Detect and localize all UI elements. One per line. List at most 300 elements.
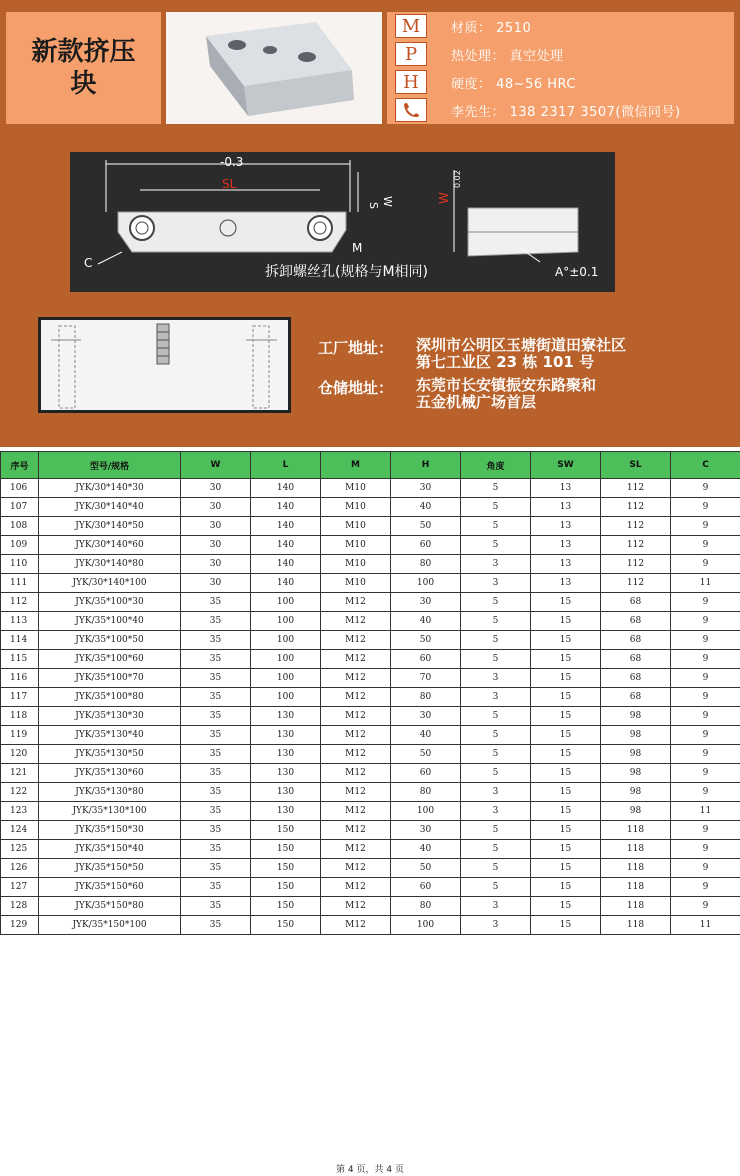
product-title: 新款挤压块: [31, 37, 136, 99]
table-cell: 5: [461, 745, 531, 764]
table-cell: 35: [181, 821, 251, 840]
table-cell: M10: [321, 517, 391, 536]
table-cell: JYK/30*140*50: [39, 517, 181, 536]
table-cell: 3: [461, 897, 531, 916]
page-footer: 第 4 页，共 4 页: [336, 1165, 404, 1175]
table-cell: M12: [321, 859, 391, 878]
table-cell: 60: [391, 650, 461, 669]
table-row: [1, 593, 740, 612]
table-cell: JYK/35*130*60: [39, 764, 181, 783]
spec-material-text: 材质： 2510: [451, 20, 532, 36]
table-cell: 15: [531, 593, 601, 612]
table-cell: M12: [321, 631, 391, 650]
storage-address: [318, 377, 626, 411]
spec-hardness: [395, 70, 576, 94]
table-cell: 111: [1, 574, 39, 593]
table-cell: 13: [531, 479, 601, 498]
table-cell: 126: [1, 859, 39, 878]
table-cell: 9: [671, 650, 740, 669]
table-cell: 140: [251, 555, 321, 574]
table-cell: 140: [251, 498, 321, 517]
table-cell: 35: [181, 688, 251, 707]
table-cell: JYK/30*140*30: [39, 479, 181, 498]
header-c: C: [671, 452, 740, 479]
table-cell: 5: [461, 821, 531, 840]
table-cell: 107: [1, 498, 39, 517]
table-cell: 9: [671, 859, 740, 878]
table-cell: 68: [601, 631, 671, 650]
table-cell: 40: [391, 612, 461, 631]
table-row: [1, 479, 740, 498]
table-row: [1, 916, 740, 935]
table-cell: 68: [601, 669, 671, 688]
table-cell: 100: [251, 593, 321, 612]
table-row: [1, 688, 740, 707]
table-row: [1, 821, 740, 840]
table-cell: 15: [531, 897, 601, 916]
table-cell: 112: [601, 536, 671, 555]
table-cell: M12: [321, 802, 391, 821]
table-cell: 98: [601, 764, 671, 783]
table-cell: 9: [671, 593, 740, 612]
table-cell: JYK/35*150*100: [39, 916, 181, 935]
table-cell: 35: [181, 669, 251, 688]
table-cell: 15: [531, 764, 601, 783]
table-cell: 115: [1, 650, 39, 669]
table-cell: M12: [321, 783, 391, 802]
table-cell: M12: [321, 669, 391, 688]
table-cell: 129: [1, 916, 39, 935]
table-cell: 112: [601, 574, 671, 593]
table-row: [1, 897, 740, 916]
table-cell: 130: [251, 726, 321, 745]
dim-s-label: S: [367, 202, 380, 209]
table-cell: JYK/30*140*40: [39, 498, 181, 517]
dim-c-label: C: [84, 256, 93, 270]
table-cell: 123: [1, 802, 39, 821]
table-cell: 35: [181, 631, 251, 650]
table-cell: 118: [601, 859, 671, 878]
header-h: H: [391, 452, 461, 479]
table-cell: M12: [321, 726, 391, 745]
table-cell: 15: [531, 745, 601, 764]
table-cell: JYK/35*100*30: [39, 593, 181, 612]
table-row: [1, 517, 740, 536]
header-w: W: [181, 452, 251, 479]
table-row: [1, 536, 740, 555]
header-sl: SL: [601, 452, 671, 479]
table-cell: M12: [321, 707, 391, 726]
table-cell: M12: [321, 688, 391, 707]
table-cell: 119: [1, 726, 39, 745]
table-row: [1, 726, 740, 745]
table-cell: 80: [391, 555, 461, 574]
table-cell: 35: [181, 593, 251, 612]
table-cell: 35: [181, 612, 251, 631]
table-cell: 5: [461, 859, 531, 878]
table-cell: 9: [671, 821, 740, 840]
table-cell: 15: [531, 821, 601, 840]
table-cell: 35: [181, 878, 251, 897]
table-cell: 150: [251, 878, 321, 897]
table-cell: M12: [321, 612, 391, 631]
dim-w-label: W: [381, 196, 394, 207]
table-cell: 9: [671, 764, 740, 783]
table-cell: 109: [1, 536, 39, 555]
table-cell: 150: [251, 897, 321, 916]
table-cell: 112: [601, 517, 671, 536]
table-cell: M10: [321, 498, 391, 517]
table-cell: 100: [251, 669, 321, 688]
spec-material: [395, 14, 531, 38]
table-cell: 80: [391, 783, 461, 802]
table-cell: 100: [391, 802, 461, 821]
table-cell: JYK/35*100*40: [39, 612, 181, 631]
pressure-block-illustration: [166, 12, 382, 124]
table-cell: 118: [601, 897, 671, 916]
table-cell: 15: [531, 916, 601, 935]
table-row: [1, 859, 740, 878]
table-cell: M10: [321, 479, 391, 498]
h-letter-icon: H: [395, 70, 427, 94]
table-cell: 15: [531, 650, 601, 669]
table-cell: 30: [391, 479, 461, 498]
table-cell: 68: [601, 612, 671, 631]
factory-label: 工厂地址：: [318, 339, 394, 357]
table-cell: 5: [461, 764, 531, 783]
table-cell: 128: [1, 897, 39, 916]
table-cell: 100: [251, 650, 321, 669]
table-cell: 124: [1, 821, 39, 840]
table-cell: 35: [181, 916, 251, 935]
table-cell: 112: [1, 593, 39, 612]
table-cell: 68: [601, 650, 671, 669]
table-cell: 15: [531, 859, 601, 878]
table-cell: 98: [601, 726, 671, 745]
table-cell: JYK/35*100*80: [39, 688, 181, 707]
table-cell: 100: [251, 688, 321, 707]
table-cell: 112: [601, 479, 671, 498]
table-cell: M12: [321, 593, 391, 612]
table-cell: 130: [251, 764, 321, 783]
table-cell: 30: [181, 536, 251, 555]
table-cell: 112: [601, 498, 671, 517]
table-cell: 9: [671, 707, 740, 726]
table-cell: 110: [1, 555, 39, 574]
table-cell: 130: [251, 707, 321, 726]
table-cell: 5: [461, 517, 531, 536]
factory-address: [318, 337, 626, 371]
storage-label: 仓储地址：: [318, 379, 394, 397]
table-cell: 121: [1, 764, 39, 783]
table-cell: 5: [461, 726, 531, 745]
table-cell: 140: [251, 479, 321, 498]
table-cell: 3: [461, 802, 531, 821]
dim-w2-label: W: [437, 192, 451, 204]
table-cell: 150: [251, 840, 321, 859]
table-cell: JYK/35*100*70: [39, 669, 181, 688]
spec-contact: [395, 98, 681, 122]
table-cell: 3: [461, 688, 531, 707]
table-row: [1, 650, 740, 669]
table-cell: 98: [601, 783, 671, 802]
table-cell: 70: [391, 669, 461, 688]
factory-line1: 深圳市公明区玉塘街道田寮社区: [416, 336, 627, 354]
table-cell: 5: [461, 631, 531, 650]
table-cell: 150: [251, 916, 321, 935]
table-cell: 5: [461, 536, 531, 555]
phone-icon: [395, 98, 427, 122]
header-sw: SW: [531, 452, 601, 479]
table-cell: 35: [181, 745, 251, 764]
p-letter-icon: P: [395, 42, 427, 66]
table-cell: 15: [531, 878, 601, 897]
table-cell: 30: [181, 517, 251, 536]
product-banner: [0, 0, 740, 447]
table-cell: 150: [251, 859, 321, 878]
table-cell: 5: [461, 593, 531, 612]
table-cell: 30: [181, 479, 251, 498]
spec-hardness-text: 硬度： 48~56 HRC: [451, 76, 576, 92]
spec-heat: [395, 42, 564, 66]
table-cell: 60: [391, 536, 461, 555]
table-cell: 9: [671, 726, 740, 745]
table-cell: 40: [391, 498, 461, 517]
table-cell: 3: [461, 574, 531, 593]
table-cell: M10: [321, 555, 391, 574]
table-cell: 108: [1, 517, 39, 536]
table-cell: JYK/35*130*100: [39, 802, 181, 821]
table-cell: 100: [391, 574, 461, 593]
header-angle: 角度: [461, 452, 531, 479]
table-cell: 35: [181, 650, 251, 669]
table-cell: 5: [461, 650, 531, 669]
table-cell: 40: [391, 726, 461, 745]
table-cell: 3: [461, 555, 531, 574]
table-cell: 140: [251, 574, 321, 593]
table-cell: 5: [461, 878, 531, 897]
table-cell: JYK/35*130*30: [39, 707, 181, 726]
table-cell: 125: [1, 840, 39, 859]
storage-line1: 东莞市长安镇振安东路聚和: [416, 376, 597, 394]
table-cell: 35: [181, 783, 251, 802]
table-cell: 98: [601, 707, 671, 726]
factory-line2: 第七工业区 23 栋 101 号: [416, 353, 595, 371]
dim-w2-tolerance: 0.02: [453, 170, 462, 188]
table-cell: 5: [461, 840, 531, 859]
title-box: [6, 12, 161, 124]
table-cell: 13: [531, 555, 601, 574]
table-cell: 9: [671, 840, 740, 859]
table-cell: 11: [671, 916, 740, 935]
table-cell: M12: [321, 878, 391, 897]
table-cell: 3: [461, 783, 531, 802]
table-cell: JYK/30*140*60: [39, 536, 181, 555]
table-cell: 3: [461, 916, 531, 935]
storage-line2: 五金机械广场首层: [416, 393, 537, 411]
table-row: [1, 631, 740, 650]
table-cell: 50: [391, 517, 461, 536]
table-cell: 98: [601, 745, 671, 764]
table-cell: 9: [671, 669, 740, 688]
table-cell: 30: [181, 574, 251, 593]
table-cell: 150: [251, 821, 321, 840]
angle-label: A°±0.1: [555, 265, 599, 279]
table-cell: 35: [181, 897, 251, 916]
table-cell: 106: [1, 479, 39, 498]
table-cell: JYK/35*130*80: [39, 783, 181, 802]
table-cell: 118: [601, 821, 671, 840]
table-cell: JYK/35*100*50: [39, 631, 181, 650]
spec-table: [0, 451, 740, 935]
table-cell: 130: [251, 745, 321, 764]
table-cell: 9: [671, 631, 740, 650]
table-cell: 15: [531, 707, 601, 726]
spec-box: [387, 12, 734, 124]
table-cell: 112: [601, 555, 671, 574]
table-cell: 30: [391, 821, 461, 840]
table-cell: 116: [1, 669, 39, 688]
table-cell: 100: [391, 916, 461, 935]
table-cell: JYK/35*130*40: [39, 726, 181, 745]
table-cell: 15: [531, 612, 601, 631]
table-cell: JYK/35*150*50: [39, 859, 181, 878]
table-cell: 35: [181, 802, 251, 821]
table-cell: 120: [1, 745, 39, 764]
table-cell: M12: [321, 764, 391, 783]
table-cell: 15: [531, 688, 601, 707]
table-cell: 9: [671, 612, 740, 631]
table-cell: JYK/30*140*80: [39, 555, 181, 574]
table-cell: 5: [461, 479, 531, 498]
table-cell: 118: [601, 840, 671, 859]
diagram-caption: 拆卸螺丝孔(规格与M相同): [265, 264, 429, 280]
table-cell: 140: [251, 536, 321, 555]
table-cell: 118: [1, 707, 39, 726]
table-row: [1, 707, 740, 726]
table-row: [1, 574, 740, 593]
table-cell: 118: [601, 916, 671, 935]
table-cell: M12: [321, 650, 391, 669]
table-cell: 113: [1, 612, 39, 631]
table-cell: 35: [181, 859, 251, 878]
table-cell: M12: [321, 840, 391, 859]
table-cell: 35: [181, 726, 251, 745]
header-l: L: [251, 452, 321, 479]
table-cell: 30: [391, 593, 461, 612]
table-cell: 5: [461, 498, 531, 517]
table-row: [1, 840, 740, 859]
table-cell: 15: [531, 783, 601, 802]
table-cell: 30: [181, 555, 251, 574]
table-row: [1, 669, 740, 688]
dimension-diagram: [70, 152, 615, 292]
table-row: [1, 802, 740, 821]
table-cell: 9: [671, 688, 740, 707]
table-cell: M12: [321, 821, 391, 840]
table-cell: JYK/35*150*80: [39, 897, 181, 916]
table-cell: 13: [531, 517, 601, 536]
table-cell: 15: [531, 669, 601, 688]
table-cell: M12: [321, 745, 391, 764]
table-row: [1, 745, 740, 764]
table-cell: 35: [181, 764, 251, 783]
table-cell: M12: [321, 897, 391, 916]
table-cell: 9: [671, 878, 740, 897]
table-cell: JYK/35*100*60: [39, 650, 181, 669]
table-cell: 15: [531, 631, 601, 650]
table-cell: JYK/30*140*100: [39, 574, 181, 593]
table-cell: 114: [1, 631, 39, 650]
header-model: 型号/规格: [39, 452, 181, 479]
header-index: 序号: [1, 452, 39, 479]
table-cell: M12: [321, 916, 391, 935]
table-row: [1, 783, 740, 802]
table-row: [1, 612, 740, 631]
table-cell: 9: [671, 517, 740, 536]
table-cell: 50: [391, 859, 461, 878]
table-row: [1, 555, 740, 574]
table-cell: 40: [391, 840, 461, 859]
table-cell: 100: [251, 631, 321, 650]
table-row: [1, 498, 740, 517]
table-cell: M10: [321, 574, 391, 593]
table-cell: 3: [461, 669, 531, 688]
table-cell: JYK/35*150*40: [39, 840, 181, 859]
table-cell: 50: [391, 745, 461, 764]
table-cell: 130: [251, 783, 321, 802]
table-cell: 127: [1, 878, 39, 897]
table-cell: 15: [531, 802, 601, 821]
table-cell: JYK/35*130*50: [39, 745, 181, 764]
table-cell: 15: [531, 840, 601, 859]
product-image: [166, 12, 382, 124]
table-cell: 60: [391, 764, 461, 783]
table-cell: 9: [671, 783, 740, 802]
table-cell: 68: [601, 688, 671, 707]
table-cell: 35: [181, 840, 251, 859]
section-diagram: [38, 317, 291, 413]
table-cell: 13: [531, 536, 601, 555]
table-cell: 11: [671, 574, 740, 593]
table-row: [1, 878, 740, 897]
table-cell: 122: [1, 783, 39, 802]
table-cell: 140: [251, 517, 321, 536]
table-cell: 15: [531, 726, 601, 745]
table-cell: 5: [461, 707, 531, 726]
table-cell: 13: [531, 498, 601, 517]
table-cell: 30: [391, 707, 461, 726]
dim-top-label: -0.3: [220, 155, 244, 169]
table-cell: 9: [671, 555, 740, 574]
table-body: [1, 479, 740, 935]
address-block: [318, 337, 626, 417]
table-cell: 98: [601, 802, 671, 821]
header-m: M: [321, 452, 391, 479]
table-row: [1, 764, 740, 783]
table-cell: 9: [671, 536, 740, 555]
table-cell: JYK/35*150*30: [39, 821, 181, 840]
table-cell: JYK/35*150*60: [39, 878, 181, 897]
table-header-row: [1, 452, 740, 479]
table-cell: 9: [671, 897, 740, 916]
table-cell: M10: [321, 536, 391, 555]
table-cell: 30: [181, 498, 251, 517]
table-cell: 11: [671, 802, 740, 821]
table-cell: 80: [391, 688, 461, 707]
table-cell: 80: [391, 897, 461, 916]
table-cell: 13: [531, 574, 601, 593]
